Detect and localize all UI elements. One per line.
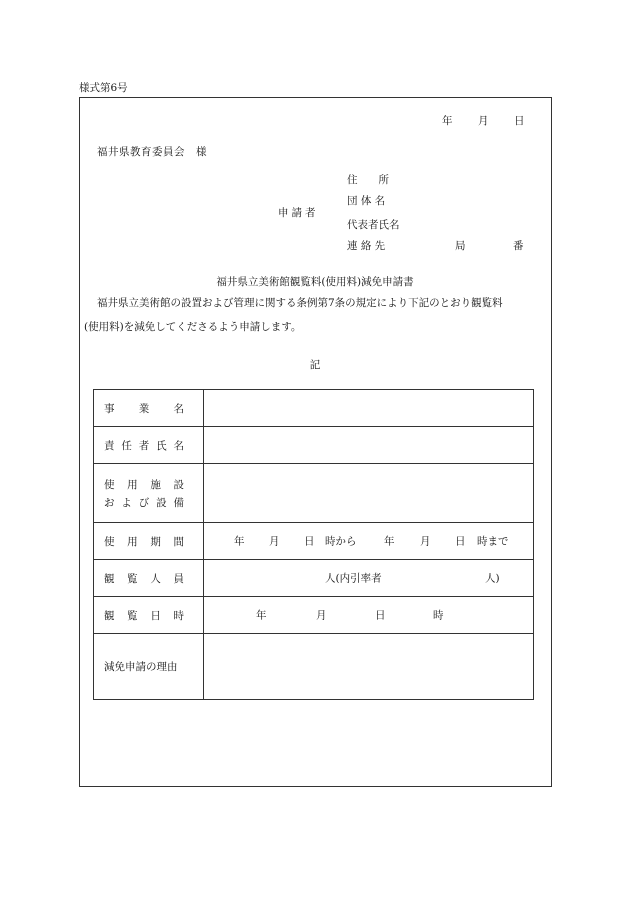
facility-field[interactable] <box>204 464 534 523</box>
label-char: 氏 <box>156 439 167 452</box>
applicant-address-label: 住 所 <box>347 174 389 186</box>
date-year: 年 <box>442 115 453 127</box>
view-month: 月 <box>316 609 327 622</box>
applicant-rep-label: 代表者氏名 <box>347 219 400 231</box>
label-char: 事 <box>104 402 115 415</box>
reason-field[interactable] <box>204 634 534 700</box>
label-visitors <box>94 560 204 597</box>
period-to-month: 月 <box>420 535 431 548</box>
label-char: 設 <box>156 496 167 509</box>
document-title: 福井県立美術館観覧料(使用料)減免申請書 <box>216 276 414 288</box>
ki-heading: 記 <box>309 359 321 371</box>
label-period <box>94 523 204 560</box>
label-char: 名 <box>173 402 184 415</box>
visitors-people: 人(内引率者 <box>325 572 382 585</box>
applicant-org-label: 団 体 名 <box>347 195 386 207</box>
label-char: 時 <box>173 609 184 622</box>
label-char: 任 <box>121 439 132 452</box>
label-char: 観 <box>104 609 115 622</box>
label-char: 責 <box>104 439 115 452</box>
period-from-year: 年 <box>234 535 245 548</box>
period-field[interactable] <box>204 523 534 560</box>
addressee: 福井県教育委員会 様 <box>97 146 207 158</box>
label-char: 観 <box>104 572 115 585</box>
label-char: 施 <box>150 478 161 491</box>
label-view-datetime <box>94 597 204 634</box>
period-to-time: 時まで <box>477 535 509 548</box>
period-from-day: 日 <box>304 535 315 548</box>
view-year: 年 <box>256 609 267 622</box>
tel-ban: 番 <box>513 240 524 252</box>
label-char: よ <box>121 496 132 509</box>
view-hour: 時 <box>433 609 444 622</box>
period-to-year: 年 <box>384 535 395 548</box>
body-text-line1: 福井県立美術館の設置および管理に関する条例第7条の規定により下記のとおり観覧料 <box>97 297 503 309</box>
date-month: 月 <box>478 115 489 127</box>
label-char: 者 <box>138 439 150 452</box>
row-reason <box>94 634 534 700</box>
label-char: 備 <box>173 496 184 509</box>
label-char: び <box>138 496 150 509</box>
label-responsible <box>94 427 204 464</box>
label-char: 期 <box>150 535 161 548</box>
period-from-time: 時から <box>325 535 357 548</box>
row-period <box>94 523 534 560</box>
visitors-close: 人) <box>485 572 500 585</box>
label-char: 覧 <box>127 609 138 622</box>
label-char: 人 <box>150 572 161 585</box>
label-char: 用 <box>127 478 138 491</box>
label-char: 使 <box>104 535 115 548</box>
label-char: 名 <box>173 439 184 452</box>
period-to-day: 日 <box>455 535 466 548</box>
label-char: お <box>104 496 115 509</box>
row-view-datetime <box>94 597 534 634</box>
application-table <box>93 389 534 700</box>
visitors-field[interactable] <box>204 560 534 597</box>
row-responsible <box>94 427 534 464</box>
label-char: 使 <box>104 478 115 491</box>
view-day: 日 <box>375 609 386 622</box>
label-char: 日 <box>150 609 161 622</box>
form-number: 様式第6号 <box>79 82 128 94</box>
date-day: 日 <box>514 115 525 127</box>
label-reason <box>94 634 204 700</box>
label-event-name <box>94 390 204 427</box>
body-text-line2: (使用料)を減免してくださるよう申請します。 <box>84 321 302 333</box>
event-name-field[interactable] <box>204 390 534 427</box>
label-facility <box>94 464 204 523</box>
row-facility <box>94 464 534 523</box>
tel-kyoku: 局 <box>455 240 466 252</box>
applicant-contact-label: 連 絡 先 <box>347 240 386 252</box>
applicant-role: 申請者 <box>278 207 319 219</box>
label-char: 業 <box>138 402 150 415</box>
label-char: 用 <box>127 535 138 548</box>
label-char: 員 <box>173 572 184 585</box>
responsible-field[interactable] <box>204 427 534 464</box>
row-visitors <box>94 560 534 597</box>
period-from-month: 月 <box>269 535 280 548</box>
row-event-name <box>94 390 534 427</box>
label-char: 設 <box>173 478 184 491</box>
label-char: 覧 <box>127 572 138 585</box>
view-datetime-field[interactable] <box>204 597 534 634</box>
label-reason-text: 減免申請の理由 <box>104 661 178 673</box>
label-char: 間 <box>173 535 184 548</box>
